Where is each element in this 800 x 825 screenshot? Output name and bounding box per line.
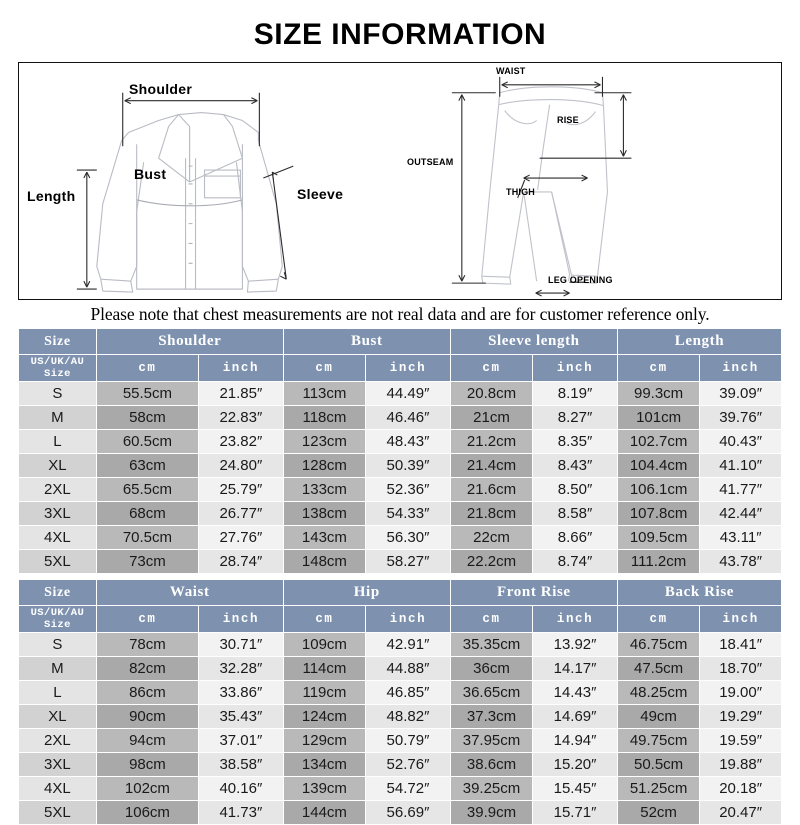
cell-inch: 32.28″ (199, 657, 284, 681)
cell-size: 3XL (19, 502, 97, 526)
cell-cm: 22cm (450, 526, 532, 550)
page-title: SIZE INFORMATION (253, 18, 547, 51)
cell-cm: 82cm (96, 657, 198, 681)
header-group-front-rise: Front Rise (450, 580, 617, 606)
table-row (19, 502, 782, 526)
header-unit-length-cm: cm (617, 355, 699, 382)
cell-inch: 8.43″ (533, 454, 618, 478)
cell-size: S (19, 633, 97, 657)
cell-cm: 49cm (617, 705, 699, 729)
cell-inch: 27.76″ (199, 526, 284, 550)
header-unit-bust-cm: cm (283, 355, 365, 382)
cell-cm: 50.5cm (617, 753, 699, 777)
shirt-diagram (19, 63, 400, 299)
cell-inch: 37.01″ (199, 729, 284, 753)
cell-inch: 41.10″ (700, 454, 782, 478)
cell-inch: 22.83″ (199, 406, 284, 430)
cell-cm: 36.65cm (450, 681, 532, 705)
cell-cm: 21cm (450, 406, 532, 430)
cell-cm: 129cm (283, 729, 365, 753)
cell-cm: 63cm (96, 454, 198, 478)
table-row (19, 550, 782, 574)
cell-cm: 106cm (96, 801, 198, 825)
label-length: Length (27, 188, 76, 204)
cell-cm: 148cm (283, 550, 365, 574)
cell-cm: 104.4cm (617, 454, 699, 478)
cell-cm: 47.5cm (617, 657, 699, 681)
cell-size: 2XL (19, 729, 97, 753)
header-unit-back-rise-inch: inch (700, 606, 782, 633)
cell-inch: 23.82″ (199, 430, 284, 454)
cell-inch: 20.18″ (700, 777, 782, 801)
cell-cm: 143cm (283, 526, 365, 550)
cell-cm: 107.8cm (617, 502, 699, 526)
cell-cm: 144cm (283, 801, 365, 825)
cell-inch: 58.27″ (366, 550, 451, 574)
header-unit-waist-cm: cm (96, 606, 198, 633)
cell-inch: 8.74″ (533, 550, 618, 574)
table-row (19, 801, 782, 825)
header-group-shoulder: Shoulder (96, 329, 283, 355)
cell-inch: 41.77″ (700, 478, 782, 502)
cell-inch: 39.09″ (700, 382, 782, 406)
cell-cm: 102cm (96, 777, 198, 801)
cell-size: 3XL (19, 753, 97, 777)
header-unit-hip-cm: cm (283, 606, 365, 633)
cell-cm: 78cm (96, 633, 198, 657)
header-unit-waist-inch: inch (199, 606, 284, 633)
cell-cm: 55.5cm (96, 382, 198, 406)
cell-size: 4XL (19, 526, 97, 550)
cell-inch: 8.35″ (533, 430, 618, 454)
header-unit-sleeve-inch: inch (533, 355, 618, 382)
table-row (19, 777, 782, 801)
table-row (19, 705, 782, 729)
cell-inch: 56.30″ (366, 526, 451, 550)
cell-cm: 113cm (283, 382, 365, 406)
header-unit-back-rise-cm: cm (617, 606, 699, 633)
label-thigh: THIGH (506, 187, 535, 197)
header-size: Size (19, 329, 97, 355)
header-unit-bust-inch: inch (366, 355, 451, 382)
cell-cm: 48.25cm (617, 681, 699, 705)
cell-inch: 14.69″ (533, 705, 618, 729)
cell-inch: 48.82″ (366, 705, 451, 729)
cell-inch: 15.20″ (533, 753, 618, 777)
cell-inch: 8.27″ (533, 406, 618, 430)
cell-inch: 8.50″ (533, 478, 618, 502)
cell-inch: 41.73″ (199, 801, 284, 825)
cell-inch: 8.66″ (533, 526, 618, 550)
cell-cm: 21.2cm (450, 430, 532, 454)
cell-inch: 50.39″ (366, 454, 451, 478)
label-shoulder: Shoulder (129, 81, 193, 97)
cell-cm: 35.35cm (450, 633, 532, 657)
cell-cm: 139cm (283, 777, 365, 801)
cell-cm: 102.7cm (617, 430, 699, 454)
cell-cm: 118cm (283, 406, 365, 430)
top-measurements-table (18, 328, 782, 574)
bottom-measurements-body (19, 633, 782, 825)
cell-inch: 43.78″ (700, 550, 782, 574)
cell-inch: 33.86″ (199, 681, 284, 705)
cell-size: 2XL (19, 478, 97, 502)
cell-inch: 18.41″ (700, 633, 782, 657)
cell-cm: 133cm (283, 478, 365, 502)
label-waist: WAIST (496, 66, 526, 76)
table-row (19, 526, 782, 550)
header-group-back-rise: Back Rise (617, 580, 781, 606)
cell-cm: 73cm (96, 550, 198, 574)
cell-inch: 13.92″ (533, 633, 618, 657)
cell-cm: 109.5cm (617, 526, 699, 550)
cell-cm: 70.5cm (96, 526, 198, 550)
header-size-region-line2: Size (44, 619, 71, 631)
label-bust: Bust (134, 166, 167, 182)
header-group-waist: Waist (96, 580, 283, 606)
table-row (19, 430, 782, 454)
tables-container (18, 328, 782, 825)
header-unit-hip-inch: inch (366, 606, 451, 633)
label-sleeve: Sleeve (297, 186, 344, 202)
cell-cm: 37.3cm (450, 705, 532, 729)
cell-cm: 37.95cm (450, 729, 532, 753)
cell-size: M (19, 657, 97, 681)
cell-size: 4XL (19, 777, 97, 801)
table-header-unit-row (19, 355, 782, 382)
cell-inch: 42.44″ (700, 502, 782, 526)
cell-inch: 14.43″ (533, 681, 618, 705)
cell-inch: 30.71″ (199, 633, 284, 657)
cell-inch: 38.58″ (199, 753, 284, 777)
header-size-region-line1: US/UK/AU (30, 356, 85, 368)
cell-inch: 54.72″ (366, 777, 451, 801)
cell-cm: 21.8cm (450, 502, 532, 526)
cell-cm: 51.25cm (617, 777, 699, 801)
cell-inch: 54.33″ (366, 502, 451, 526)
pants-illustration-svg (400, 63, 781, 299)
cell-cm: 20.8cm (450, 382, 532, 406)
cell-size: S (19, 382, 97, 406)
cell-inch: 8.19″ (533, 382, 618, 406)
cell-inch: 15.71″ (533, 801, 618, 825)
cell-inch: 42.91″ (366, 633, 451, 657)
label-leg-opening: LEG OPENING (548, 275, 613, 285)
cell-cm: 39.25cm (450, 777, 532, 801)
cell-cm: 138cm (283, 502, 365, 526)
cell-inch: 39.76″ (700, 406, 782, 430)
cell-size: L (19, 430, 97, 454)
disclaimer-note: Please note that chest measurements are not real data and are for customer reference only. (90, 304, 710, 324)
cell-cm: 111.2cm (617, 550, 699, 574)
cell-inch: 46.85″ (366, 681, 451, 705)
bottom-measurements-table (18, 579, 782, 825)
shirt-illustration-svg (19, 63, 400, 299)
table-row (19, 478, 782, 502)
header-group-sleeve-length: Sleeve length (450, 329, 617, 355)
table-header-group-row (19, 329, 782, 355)
cell-cm: 109cm (283, 633, 365, 657)
cell-cm: 39.9cm (450, 801, 532, 825)
table-head (19, 580, 782, 633)
cell-inch: 50.79″ (366, 729, 451, 753)
table-row (19, 454, 782, 478)
header-size-region-line2: Size (44, 368, 71, 380)
cell-cm: 65.5cm (96, 478, 198, 502)
table-row (19, 633, 782, 657)
cell-inch: 20.47″ (700, 801, 782, 825)
cell-inch: 25.79″ (199, 478, 284, 502)
pants-diagram (400, 63, 781, 299)
header-unit-front-rise-cm: cm (450, 606, 532, 633)
cell-size: M (19, 406, 97, 430)
table-header-group-row (19, 580, 782, 606)
cell-inch: 15.45″ (533, 777, 618, 801)
cell-cm: 46.75cm (617, 633, 699, 657)
cell-inch: 40.16″ (199, 777, 284, 801)
cell-cm: 119cm (283, 681, 365, 705)
cell-cm: 106.1cm (617, 478, 699, 502)
cell-inch: 24.80″ (199, 454, 284, 478)
cell-inch: 8.58″ (533, 502, 618, 526)
table-head (19, 329, 782, 382)
header-size-region (19, 355, 97, 382)
cell-inch: 46.46″ (366, 406, 451, 430)
cell-size: 5XL (19, 550, 97, 574)
cell-cm: 52cm (617, 801, 699, 825)
header-size-region-line1: US/UK/AU (30, 607, 85, 619)
cell-inch: 19.59″ (700, 729, 782, 753)
cell-cm: 21.6cm (450, 478, 532, 502)
table-row (19, 406, 782, 430)
measurement-diagram-panel (18, 62, 782, 300)
cell-cm: 22.2cm (450, 550, 532, 574)
cell-cm: 98cm (96, 753, 198, 777)
cell-cm: 49.75cm (617, 729, 699, 753)
cell-size: 5XL (19, 801, 97, 825)
cell-cm: 21.4cm (450, 454, 532, 478)
cell-cm: 38.6cm (450, 753, 532, 777)
cell-inch: 14.94″ (533, 729, 618, 753)
cell-inch: 19.00″ (700, 681, 782, 705)
cell-cm: 101cm (617, 406, 699, 430)
cell-cm: 60.5cm (96, 430, 198, 454)
header-group-bust: Bust (283, 329, 450, 355)
cell-size: L (19, 681, 97, 705)
header-size: Size (19, 580, 97, 606)
cell-cm: 114cm (283, 657, 365, 681)
cell-inch: 48.43″ (366, 430, 451, 454)
cell-inch: 56.69″ (366, 801, 451, 825)
cell-inch: 40.43″ (700, 430, 782, 454)
top-measurements-body (19, 382, 782, 574)
cell-inch: 52.76″ (366, 753, 451, 777)
table-row (19, 729, 782, 753)
cell-cm: 90cm (96, 705, 198, 729)
table-row (19, 657, 782, 681)
cell-cm: 36cm (450, 657, 532, 681)
cell-inch: 21.85″ (199, 382, 284, 406)
cell-cm: 94cm (96, 729, 198, 753)
header-size-region (19, 606, 97, 633)
cell-inch: 14.17″ (533, 657, 618, 681)
table-row (19, 382, 782, 406)
header-group-hip: Hip (283, 580, 450, 606)
cell-cm: 68cm (96, 502, 198, 526)
cell-inch: 43.11″ (700, 526, 782, 550)
cell-inch: 19.29″ (700, 705, 782, 729)
cell-inch: 44.49″ (366, 382, 451, 406)
header-group-length: Length (617, 329, 781, 355)
cell-size: XL (19, 705, 97, 729)
cell-inch: 18.70″ (700, 657, 782, 681)
cell-cm: 134cm (283, 753, 365, 777)
cell-inch: 44.88″ (366, 657, 451, 681)
label-rise: RISE (557, 115, 579, 125)
header-unit-sleeve-cm: cm (450, 355, 532, 382)
cell-cm: 123cm (283, 430, 365, 454)
header-unit-front-rise-inch: inch (533, 606, 618, 633)
cell-size: XL (19, 454, 97, 478)
cell-cm: 86cm (96, 681, 198, 705)
cell-cm: 124cm (283, 705, 365, 729)
cell-cm: 99.3cm (617, 382, 699, 406)
cell-inch: 52.36″ (366, 478, 451, 502)
cell-inch: 28.74″ (199, 550, 284, 574)
header-unit-length-inch: inch (700, 355, 782, 382)
header-unit-shoulder-inch: inch (199, 355, 284, 382)
cell-inch: 19.88″ (700, 753, 782, 777)
cell-inch: 35.43″ (199, 705, 284, 729)
table-header-unit-row (19, 606, 782, 633)
table-row (19, 753, 782, 777)
cell-cm: 58cm (96, 406, 198, 430)
label-outseam: OUTSEAM (407, 157, 454, 167)
table-row (19, 681, 782, 705)
header-unit-shoulder-cm: cm (96, 355, 198, 382)
cell-cm: 128cm (283, 454, 365, 478)
cell-inch: 26.77″ (199, 502, 284, 526)
